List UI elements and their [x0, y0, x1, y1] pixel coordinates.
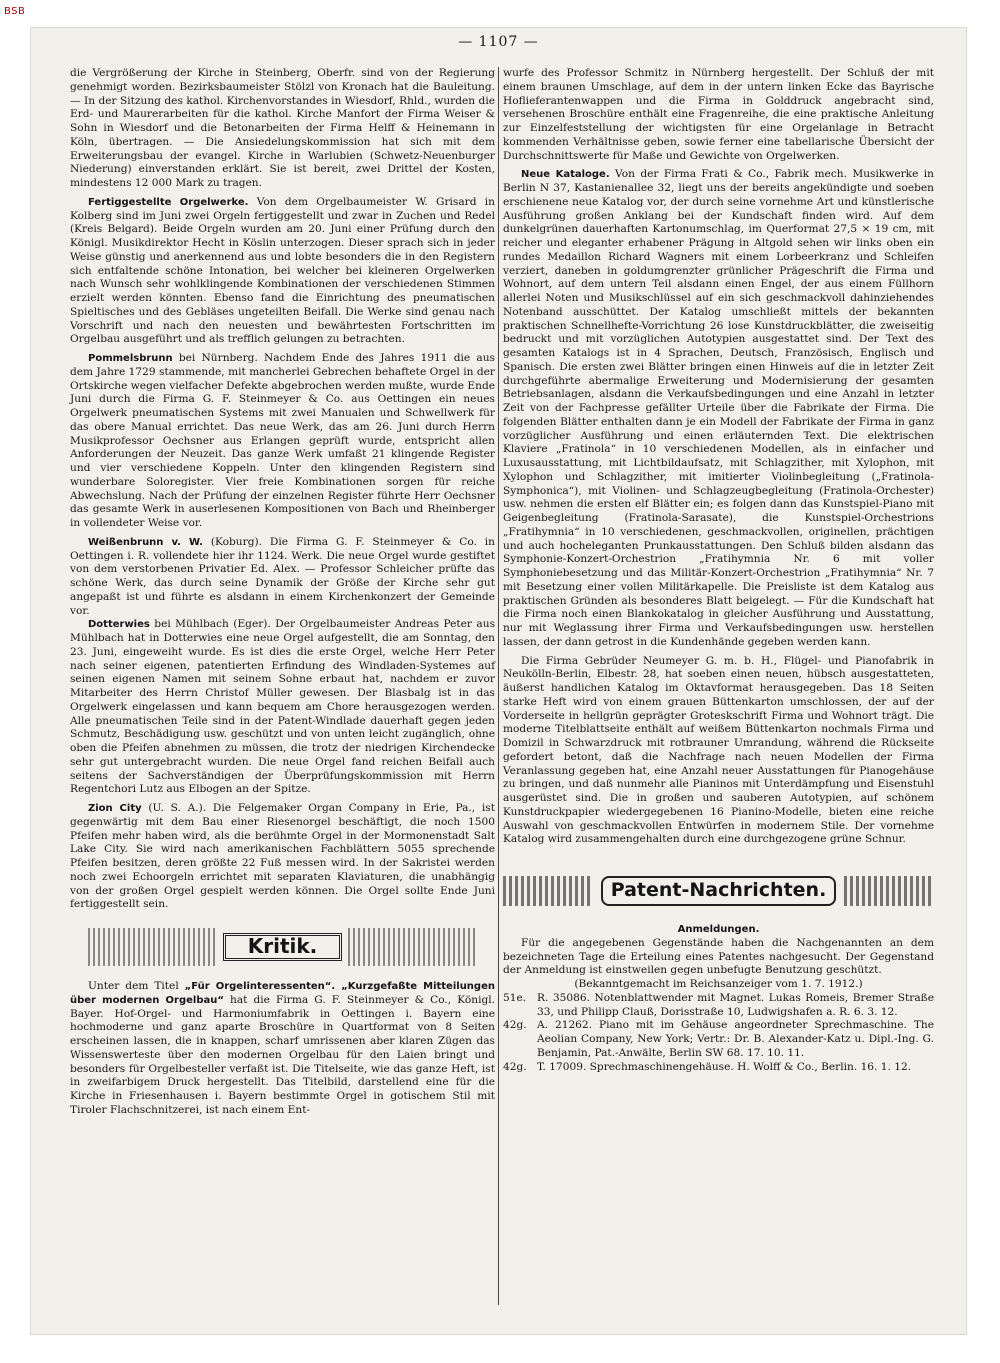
patent-entry [503, 1061, 934, 1075]
ornament-left [503, 876, 593, 906]
article-zion-city [70, 802, 495, 912]
bekanntgemacht-note: (Bekanntgemacht im Reichsanzeiger vom 1. 7. 1912.) [574, 978, 863, 990]
newspaper-page [30, 27, 967, 1335]
article-heading: Fertiggestellte Orgelwerke. [88, 196, 249, 208]
article-neumeyer: Die Firma Gebrüder Neumeyer G. m. b. H., Flügel- und Pianofabrik in Neukölln-Berlin, Elbestr. 28, hat soeben einen neuen, hübsch ausgestatteten, äußerst handlichen Katalog im Oktavformat herausgegeben. Das 18 Seiten starke Heft wird von einem grauen Büttenkarton umschlossen, der auf der Vorderseite in hellgrün geprägter Groteskschrift Firma und Wohnort trägt. Die moderne Titelblattseite enthält auf weißem Büttenkarton nochmals Firma und Domizil in Schwarzdruck mit rotbrauner Umrandung, während die Rückseite gefordert betont, daß die Nachfrage nach neuen Modellen der Firma Veranlassung gegeben hat, eine Anzahl neuer Ausstattungen für Pianogehäuse zu bringen, und daß nunmehr alle Pianinos mit Unterdämpfung und Eisenstuhl ausgerüstet sind. Die in großen und sauberen Autotypien, auf schönem Kunstdruckpapier wiedergegebenen 16 Pianino-Modelle, bieten eine reiche Auswahl von geschmackvollen Entwürfen in modernem Stile. Der vornehme Katalog wird zusammengehalten durch eine durchgezogene grüne Schnur. [503, 654, 934, 846]
article-body: hat die Firma G. F. Steinmeyer & Co., Königl. Bayer. Hof-Orgel- und Harmoniumfabrik in Oettingen i. Bayern eine hochmoderne und ganz aparte Broschüre in Quartformat von 8 Seiten erscheinen lassen, die in knappen, scharf umrissenen aber klaren Zügen das Wissenswerteste über den modernen Orgelbau für den Laien bringt und besonders für Orgelbesteller verfaßt ist. Die Titelseite, wie das ganze Heft, ist in zweifarbigem Druck hergestellt. Das Titelbild, darstellend eine für die Kirche in Friesenhausen i. Bayern bestimmte Orgel in gotischem Stil mit Tiroler Flachschnitzerei, ist nach einem Ent- [70, 993, 495, 1116]
article-heading: Neue Kataloge. [521, 169, 610, 181]
article-neue-kataloge [503, 168, 934, 649]
page-number: — 1107 — [458, 34, 539, 50]
patent-list [503, 992, 934, 1075]
article-kritik-steinmeyer [70, 980, 495, 1118]
patent-text: T. 17009. Sprechmaschinengehäuse. H. Wolff & Co., Berlin. 16. 1. 12. [537, 1060, 912, 1073]
article-body: Von dem Orgelbaumeister W. Grisard in Kolberg sind im Juni zwei Orgeln fertiggestellt und zwar in Zuchen und Redel (Kreis Belgard). Beide Orgeln wurden am 20. Juni einer Prüfung durch den Königl. Musikdirektor Hecht in Köslin unterzogen. Dieser sprach sich in jeder Weise günstig und anerkennend aus und lobte besonders die in den Registern sich entfaltende schöne Intonation, bei welcher bei kleineren Orgelwerken nach Wunsch sehr wohlklingende Kombinationen der verschiedenen Stimmen erzielt werden könnten. Ebenso fand die Einrichtung des pneumatischen Spieltisches und des Gebläses ungeteilten Beifall. Die Werke sind genau nach Vorschrift und nach den neuesten und bewährtesten Fortschritten im Orgelbau ausgeführt und als trefflich gelungen zu betrachten. [70, 195, 495, 346]
article-body: bei Mühlbach (Eger). Der Orgelbaumeister Andreas Peter aus Mühlbach hat in Dotterwies eine neue Orgel aufgestellt, die am Sonntag, den 23. Juni, eingeweiht wurde. Es ist dies die erste Orgel, welche Herr Peter nach seiner eigenen, patentierten Erfindung des Windladen-Systemes auf seinen eigenen Namen mit seinem Sohne erbaut hat, nachdem er zuvor Mitarbeiter des Herrn Christof Müller gewesen. Der Blasbalg ist in das Orgelwerk eingelassen und kann bequem am Chore herausgezogen werden. Alle pneumatischen Teile sind in der Patent-Windlade dauerhaft gegen jeden Schmutz, Beschädigung usw. geschützt und von unten leicht zugänglich, ohne oben die Pfeifen abnehmen zu müssen, die trotz der niedrigen Kirchendecke sehr gut untergebracht wurden. Die neue Orgel fand reichen Beifall auch seitens der Sachverständigen der Überprüfungskommission mit Herrn Regentchori Lutz aus Elbogen an der Spitze. [70, 618, 495, 796]
patent-class: 42g. [503, 1060, 527, 1073]
patent-class: 42g. [503, 1019, 527, 1032]
article-pommelsbrunn [70, 352, 495, 531]
anmeldungen-heading: Anmeldungen. [677, 924, 760, 935]
article-heading: Weißenbrunn v. W. [88, 536, 203, 548]
article-body: (U. S. A.). Die Felgemaker Organ Company in Erie, Pa., ist gegenwärtig mit dem Bau einer Riesenorgel beschäftigt, die noch 1500 Pfeifen mehr haben wird, als die berühmte Orgel in der Mormonenstadt Salt Lake City. Sie wird nach amerikanischen Fachblättern 5055 sprechende Pfeifen besitzen, deren größte 22 Fuß messen wird. In der Sakristei werden noch zwei Echoorgeln errichtet mit separaten Klaviaturen, die unabhängig von der großen Orgel gespielt werden können. Die Orgel sollte Ende Juni fertiggestellt sein. [70, 802, 495, 911]
patent-entry [503, 992, 934, 1020]
article-body: bei Nürnberg. Nachdem Ende des Jahres 1911 die aus dem Jahre 1729 stammende, mit mancherlei Gebrechen behaftete Orgel in der Ortskirche wegen vielfacher Defekte abgebrochen werden mußte, wurde Ende Juni durch die Firma G. F. Steinmeyer & Co. aus Oettingen ein neues Orgelwerk pneumatischen Systems mit zwei Manualen und Schwellwerk für das obere Manual errichtet. Das neue Werk, das am 26. Juni durch Herrn Musikprofessor Oechsner aus Erlangen geprüft wurde, entspricht allen Anforderungen der Neuzeit. Das ganze Werk umfaßt 21 klingende Register und vier verschiedene Koppeln. Unter den klingenden Registern sind wunderbare Soloregister. Vier freie Kombinationen sorgen für reiche Abwechslung. Nach der Prüfung der einzelnen Register führte Herr Oechsner das gesamte Werk in auserlesenen Kompositionen von Bach und Rheinberger in vollendeter Weise vor. [70, 352, 495, 529]
article-heading: „Für Orgelinteressenten“. „Kurzgefaßte Mitteilungen über modernen Orgelbau“ [70, 981, 495, 1006]
patent-text: R. 35086. Notenblattwender mit Magnet. Lukas Romeis, Bremer Straße 33, und Philipp Clauß, Dorisstraße 10, Ludwigshafen a. R. 6. 3. 12. [537, 991, 934, 1018]
article-heading: Pommelsbrunn [88, 353, 173, 364]
patent-title: Patent-Nachrichten. [601, 876, 836, 906]
ornament-right [348, 928, 478, 966]
patent-class: 51e. [503, 991, 527, 1004]
kritik-title: Kritik. [223, 933, 343, 961]
patent-entry [503, 1019, 934, 1060]
anmeldungen-intro: Für die angegebenen Gegenstände haben die Nachgenannten an dem bezeichneten Tage die Erteilung eines Patentes nachgesucht. Der Gegenstand der Anmeldung ist einstweilen gegen unbefugte Benutzung geschützt. [503, 936, 934, 977]
ornament-left [88, 928, 218, 966]
article-fertiggestellte-orgelwerke [70, 196, 495, 347]
library-watermark: BSB [4, 6, 26, 17]
right-column [503, 67, 934, 1074]
patent-text: A. 21262. Piano mit im Gehäuse angeordneter Sprechmaschine. The Aeolian Company, New York; Vertr.: Dr. B. Alexander-Katz u. Dipl.-Ing. G. Benjamin, Pat.-Anwälte, Berlin SW 68. 17. 10. 11. [537, 1019, 934, 1059]
column-divider [498, 67, 499, 1305]
article-heading: Zion City [88, 803, 142, 814]
article-body: (Koburg). Die Firma G. F. Steinmeyer & Co. in Oettingen i. R. vollendete hier ihr 1124. Werk. Die neue Orgel wurde gestiftet von dem verstorbenen Privatier Ed. Alex. — Professor Schleicher prüfte das schöne Werk, das durch seine Dynamik der Größe der Kirche sehr gut angepaßt ist und führte es alsdann in einem Kirchenkonzert der Gemeinde vor. [70, 535, 495, 617]
ornament-right [844, 876, 934, 906]
article-lead: Unter dem Titel [88, 980, 185, 992]
article-weissenbrunn [70, 536, 495, 619]
left-column [70, 67, 495, 1118]
patent-section-banner [503, 869, 934, 913]
article-body: Von der Firma Frati & Co., Fabrik mech. Musikwerke in Berlin N 37, Kastanienallee 32, liegt uns der bereits angekündigte und soeben erschienene neue Katalog vor, der durch seine vornehme Art und künstlerische Ausführung großen Anklang bei der Kundschaft finden wird. Auf dem dunkelgrünen dauerhaften Kartonumschlag, im Querformat 27,5 × 19 cm, mit reicher und eleganter erhabener Prägung in Altgold sehen wir links oben ein rundes Medaillon Richard Wagners mit einem Lorbeerkranz und Schleifen verziert, daneben in goldumgrenzter grünlicher Prägeschrift die Firma und Wohnort, auf dem untern Teil alsdann einen Engel, der aus einem Füllhorn allerlei Noten und Musikschlüssel auf ein sich geschmackvoll dahinziehendes Notenband ausschüttet. Der Katalog umschließt mittels der bekannten praktischen Schnellhefte-Vorrichtung 26 lose Kunstdruckblätter, die zweiseitig bedruckt und mit vorzüglichen Autotypien ausgestattet sind. Der Text des gesamten Katalogs ist in 4 Sprachen, Deutsch, Französisch, Englisch und Spanisch. Die ersten zwei Blätter bringen einen Hinweis auf die in letzter Zeit durchgeführte abermalige Erweiterung und Modernisierung der gesamten Betriebsanlagen, alsdann die Verkaufsbedingungen und eine Anzahl in letzter Zeit von der Fachpresse gefällter Urteile über die Fabrikate der Firma. Die folgenden Blätter enthalten dann je ein Modell der Fabrikate der Firma in ganz vorzüglicher Ausführung und einen erläuternden Text. Die elektrischen Klaviere „Fratinola“ in 10 verschiedenen Modellen, als in einfacher und Luxusausstattung, mit Lichtbildaufsatz, mit Schlagzither, mit Xylophon, mit Xylophon und Schlagzither, mit imitierter Violinbegleitung („Fratinola-Symphonica“), mit Violinen- und Schlagzeugbegleitung (Fratinola-Orchester) usw. nehmen die ersten elf Blätter ein; es folgen dann das Kunstspiel-Piano mit Geigenbegleitung (Fratinola-Sarasate), die Kunstspiel-Orchestrions „Fratihymnia“ in 10 verschiedenen, geschmackvollen, originellen, prächtigen und auch hocheleganten Prunkausstattungen. Den Schluß bilden alsdann das Symphonie-Konzert-Orchestrion „Fratihymnia Nr. 6 mit voller Symphoniebesetzung und das Militär-Konzert-Orchestrion „Fratihymnia“ Nr. 7 mit Besetzung einer vollen Militärkapelle. Die Preisliste ist dem Katalog aus praktischen Gründen als besonderes Blatt beigelegt. — Für die Kundschaft hat die Firma noch einen Blankokatalog in gleicher Ausführung und Ausstattung, nur mit Weglassung ihrer Firma und Verkaufsbedingungen usw. herstellen lassen, der dann getrost in die Kundenhände gegeben werden kann. [503, 168, 934, 648]
kritik-section-banner [88, 924, 478, 970]
article-heading: Dotterwies [88, 619, 150, 631]
continued-paragraph: wurfe des Professor Schmitz in Nürnberg hergestellt. Der Schluß der mit einem braunen Umschlage, auf dem in der untern linken Ecke das Bayrische Hoflieferantenwappen und die Firma in Golddruck angebracht sind, versehenen Broschüre enthält eine Fragenreihe, die eine praktische Anleitung zur Einzelfeststellung der wichtigsten für eine Orgelanlage in Betracht kommenden Verhältnisse geben, sowie ferner eine tabellarische Übersicht der Durchschnittswerte für Maße und Gewichte von Orgelwerken. [503, 67, 934, 162]
intro-paragraph: die Vergrößerung der Kirche in Steinberg, Oberfr. sind von der Regierung genehmigt worden. Bezirksbaumeister Stölzl von Kronach hat die Bauleitung. — In der Sitzung des kathol. Kirchenvorstandes in Wiesdorf, Rhld., wurden die Erd- und Maurerarbeiten für die kathol. Kirche Manfort der Firma Weiser & Sohn in Wiesdorf und die Betonarbeiten der Firma Helff & Heinemann in Köln, übertragen. — Die Ansiedelungskommission hat sich mit dem Erweiterungsbau der evangel. Kirche in Warlubien (Schwetz-Neuenburger Niederung) einverstanden erklärt. Sie ist bereit, zwei Drittel der Kosten, mindestens 12 000 Mark zu tragen. [70, 67, 495, 189]
article-dotterwies [70, 618, 495, 797]
